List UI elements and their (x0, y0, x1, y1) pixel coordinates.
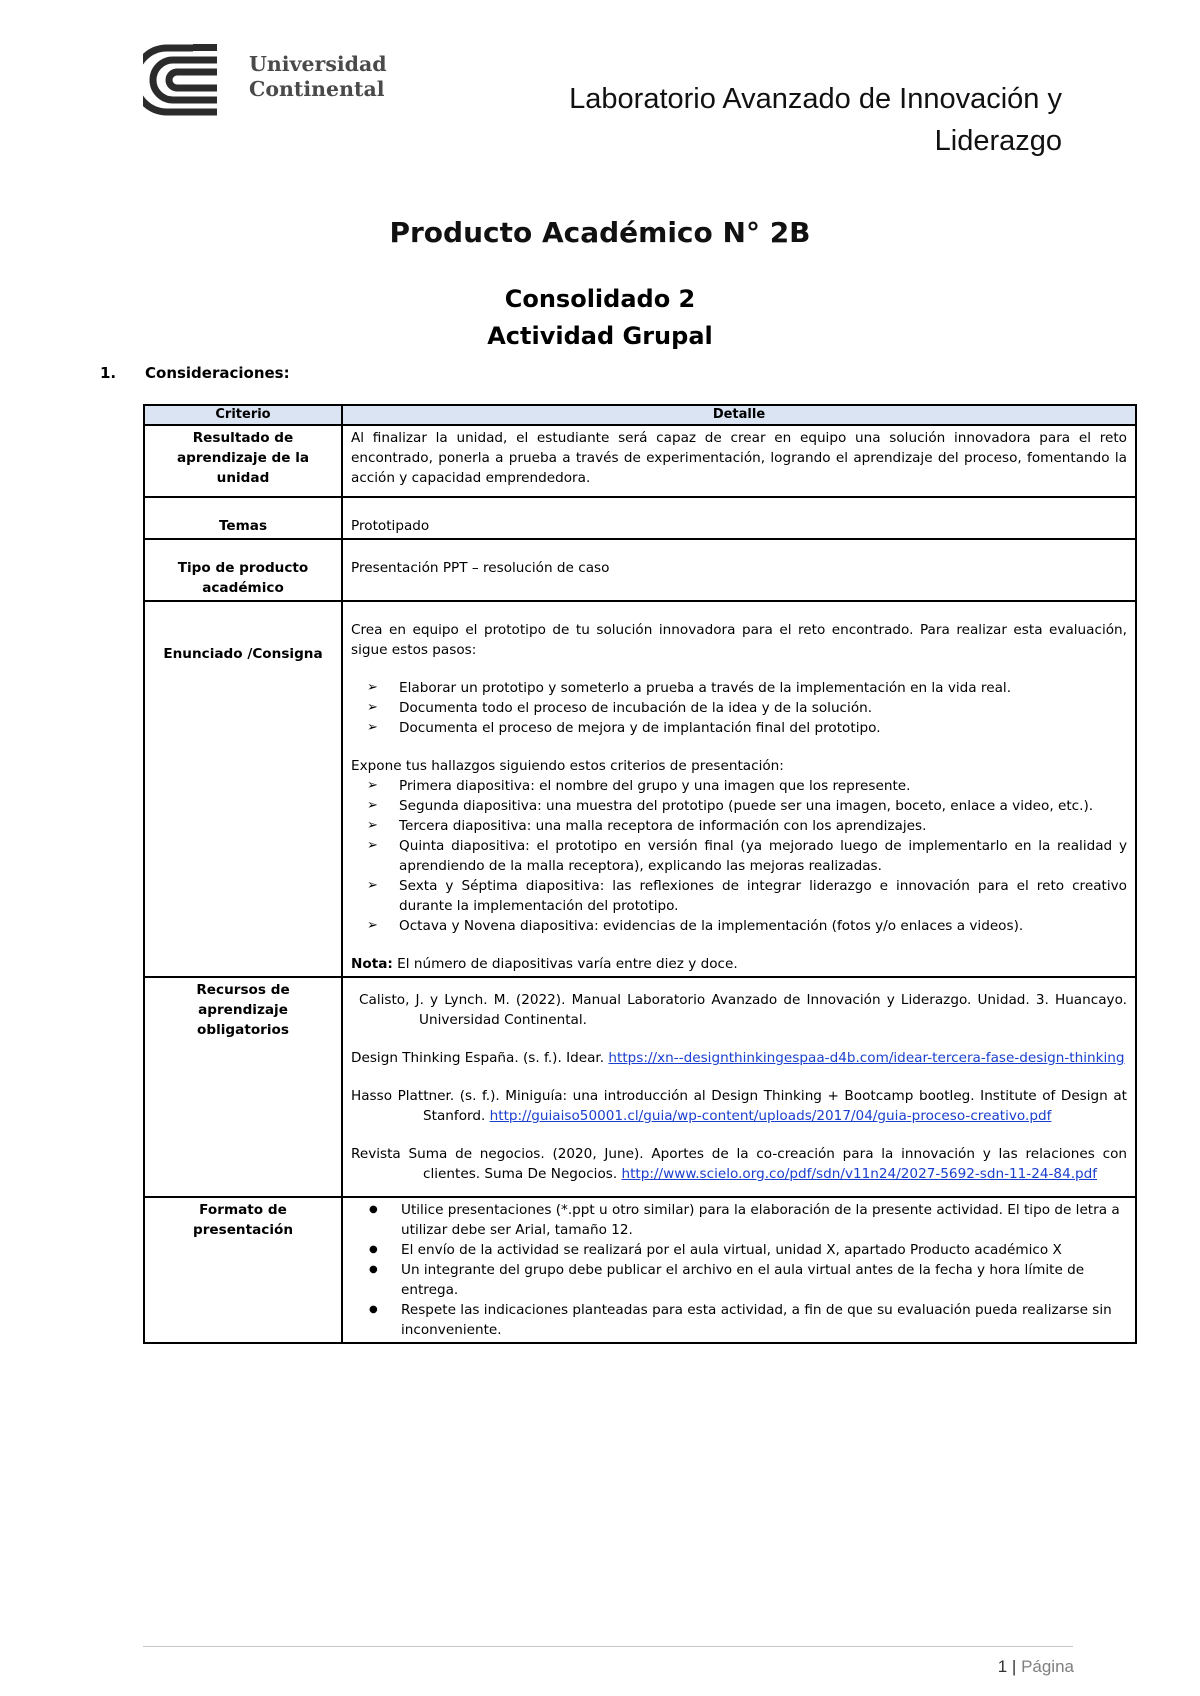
spacer (351, 1126, 1127, 1144)
course-title-line2: Liderazgo (934, 125, 1062, 157)
table-header-row (144, 405, 1136, 425)
course-title-line1: Laboratorio Avanzado de Innovación y (569, 83, 1062, 115)
criterio-enunciado: Enunciado /Consigna (144, 601, 342, 977)
detalle-resultado: Al finalizar la unidad, el estudiante será capaz de crear en equipo una solución innovadora para el reto encontrado, ponerla a prueba a través de experimentación, logrando el aprendizaje del proceso, fomentando la acción y capacidad emprendedora. (342, 425, 1136, 497)
spacer (351, 1030, 1127, 1048)
university-name-line1: Universidad (249, 52, 387, 76)
note-label: Nota: (351, 956, 393, 972)
spacer (351, 738, 1127, 756)
criteria-list (351, 776, 1127, 936)
page-number: 1 (997, 1657, 1008, 1676)
detalle-formato (342, 1197, 1136, 1343)
section-heading (100, 364, 290, 382)
list-item: ➢ Octava y Novena diapositiva: evidencias de la implementación (fotos y/o enlaces a videos). (399, 916, 1127, 936)
note-text: El número de diapositivas varía entre diez y doce. (392, 956, 738, 972)
list-item: ➢ Tercera diapositiva: una malla receptora de información con los aprendizajes. (399, 816, 1127, 836)
page-footer (998, 1657, 1074, 1677)
detalle-enunciado (342, 601, 1136, 977)
table-row (144, 601, 1136, 977)
reference-4-link[interactable]: http://www.scielo.org.co/pdf/sdn/v11n24/2027-5692-sdn-11-24-84.pdf (621, 1166, 1098, 1182)
document-subtitle-2: Actividad Grupal (487, 322, 713, 350)
spacer (351, 1068, 1127, 1086)
list-item: ➢ Documenta todo el proceso de incubación de la idea y de la solución. (399, 698, 1127, 718)
reference-2 (351, 1048, 1127, 1068)
list-item: ● Respete las indicaciones planteadas para esta actividad, a fin de que su evaluación pueda realizarse sin inconveniente. (401, 1300, 1127, 1340)
criteria-intro: Expone tus hallazgos siguiendo estos criterios de presentación: (351, 758, 784, 774)
considerations-table (143, 404, 1137, 1344)
list-item: ➢ Primera diapositiva: el nombre del grupo y una imagen que los represente. (399, 776, 1127, 796)
spacer (351, 936, 1127, 954)
list-item: ➢ Elaborar un prototipo y someterlo a prueba a través de la implementación en la vida real. (399, 678, 1127, 698)
reference-4-text: Revista Suma de negocios. (2020, June). Aportes de la co-creación para la innovación y las relaciones con clientes. Suma De Negocios. (351, 1146, 1127, 1182)
table-row (144, 497, 1136, 539)
list-item: ➢ Sexta y Séptima diapositiva: las reflexiones de integrar liderazgo e innovación para el reto creativo durante la implementación del prototipo. (399, 876, 1127, 916)
list-item: ➢ Quinta diapositiva: el prototipo en versión final (ya mejorado luego de implementarlo en la realidad y aprendiendo de la malla receptora), explicando las mejoras realizadas. (399, 836, 1127, 876)
reference-3-link[interactable]: http://guiaiso50001.cl/guia/wp-content/uploads/2017/04/guia-proceso-creativo.pdf (489, 1108, 1052, 1124)
table-row (144, 977, 1136, 1197)
list-item: ● El envío de la actividad se realizará por el aula virtual, unidad X, apartado Producto académico X (401, 1240, 1127, 1260)
criterio-formato: Formato de presentación (144, 1197, 342, 1343)
section-title: Consideraciones: (145, 364, 290, 382)
reference-4 (351, 1144, 1127, 1184)
table-row (144, 425, 1136, 497)
detalle-tipo: Presentación PPT – resolución de caso (342, 539, 1136, 601)
university-name-line2: Continental (249, 77, 385, 101)
footer-separator: | (1011, 1657, 1017, 1676)
footer-divider (143, 1646, 1073, 1647)
reference-2-link[interactable]: https://xn--designthinkingespaa-d4b.com/idear-tercera-fase-design-thinking (608, 1050, 1125, 1066)
reference-3 (351, 1086, 1127, 1126)
detalle-temas: Prototipado (342, 497, 1136, 539)
document-title: Producto Académico N° 2B (389, 216, 811, 249)
list-item: ➢ Documenta el proceso de mejora y de implantación final del prototipo. (399, 718, 1127, 738)
enunciado-intro: Crea en equipo el prototipo de tu solución innovadora para el reto encontrado. Para realizar esta evaluación, sigue estos pasos: (351, 622, 1127, 658)
header-criterio: Criterio (144, 405, 342, 425)
document-subtitle-1: Consolidado 2 (504, 285, 696, 313)
page-label: Página (1021, 1657, 1074, 1676)
list-item: ➢ Segunda diapositiva: una muestra del prototipo (puede ser una imagen, boceto, enlace a video, etc.). (399, 796, 1127, 816)
criterio-resultado: Resultado de aprendizaje de la unidad (144, 425, 342, 497)
note (351, 954, 1127, 974)
list-item: ● Utilice presentaciones (*.ppt u otro similar) para la elaboración de la presente actividad. El tipo de letra a utilizar debe ser Arial, tamaño 12. (401, 1200, 1127, 1240)
steps-list (351, 678, 1127, 738)
spacer (351, 660, 1127, 678)
reference-3-text: Hasso Plattner. (s. f.). Miniguía: una introducción al Design Thinking + Bootcamp bootleg. Institute of Design at Stanford. (351, 1088, 1127, 1124)
university-logo (143, 44, 393, 116)
format-list (351, 1200, 1127, 1340)
detalle-recursos (342, 977, 1136, 1197)
criterio-tipo: Tipo de producto académico (144, 539, 342, 601)
header-detalle: Detalle (342, 405, 1136, 425)
reference-1: Calisto, J. y Lynch. M. (2022). Manual Laboratorio Avanzado de Innovación y Liderazgo. Unidad. 3. Huancayo. Universidad Continental. (359, 992, 1127, 1028)
reference-2-text: Design Thinking España. (s. f.). Idear. (351, 1050, 609, 1066)
criterio-temas: Temas (144, 497, 342, 539)
table-row (144, 539, 1136, 601)
table-row (144, 1197, 1136, 1343)
section-number: 1. (100, 364, 117, 382)
course-title (362, 78, 1062, 162)
criterio-recursos: Recursos de aprendizaje obligatorios (144, 977, 342, 1197)
logo-mark-icon (143, 44, 243, 116)
list-item: ● Un integrante del grupo debe publicar el archivo en el aula virtual antes de la fecha y hora límite de entrega. (401, 1260, 1127, 1300)
